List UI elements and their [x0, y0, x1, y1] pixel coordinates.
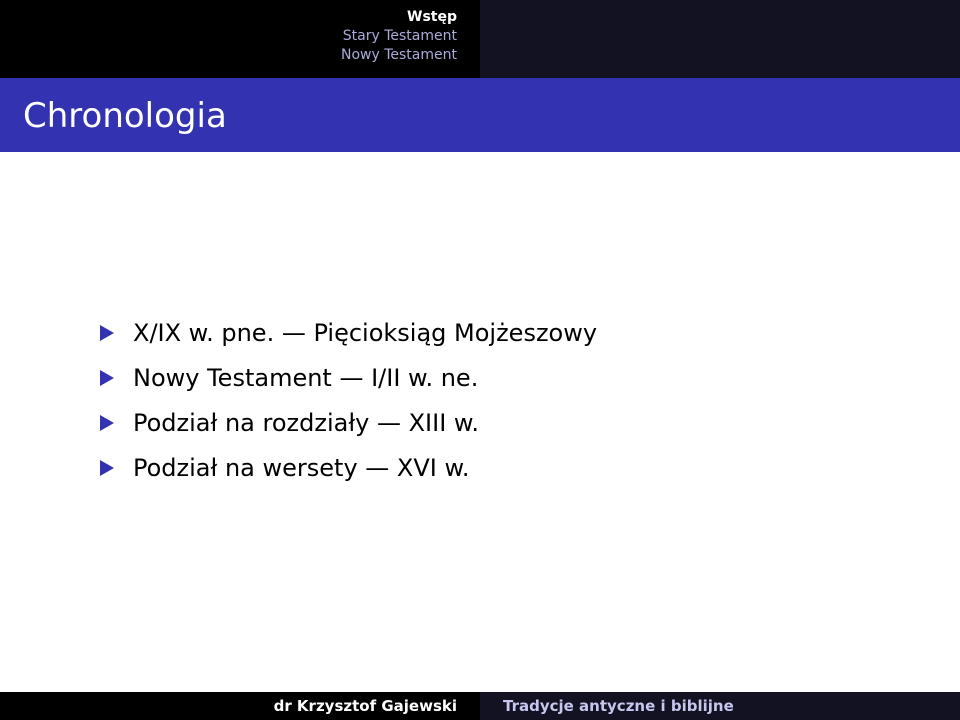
footline	[0, 692, 960, 720]
triangle-bullet-icon	[100, 460, 114, 476]
list-item	[100, 445, 920, 490]
list-item-text: Podział na wersety — XVI w.	[133, 453, 470, 482]
list-item	[100, 400, 920, 445]
triangle-bullet-icon	[100, 415, 114, 431]
nav-section-wstep[interactable]: Wstęp	[407, 9, 457, 25]
list-item	[100, 310, 920, 355]
section-navigation	[0, 0, 480, 78]
footer-course-box	[480, 692, 960, 720]
list-item-text: Nowy Testament — I/II w. ne.	[133, 363, 479, 392]
list-item-text: Podział na rozdziały — XIII w.	[133, 408, 479, 437]
frame-title: Chronologia	[23, 96, 227, 136]
triangle-bullet-icon	[100, 325, 114, 341]
triangle-bullet-icon	[100, 370, 114, 386]
list-item-text: X/IX w. pne. — Pięcioksiąg Mojżeszowy	[133, 318, 598, 347]
footer-author-box	[0, 692, 480, 720]
list-item	[100, 355, 920, 400]
footer-author: dr Krzysztof Gajewski	[273, 697, 457, 715]
nav-section-nowy-testament[interactable]: Nowy Testament	[341, 47, 457, 63]
headline-right-panel	[480, 0, 960, 78]
frame-title-bar	[0, 78, 960, 152]
footer-course: Tradycje antyczne i biblijne	[503, 697, 734, 715]
item-list	[100, 310, 920, 490]
headline-bar	[0, 0, 960, 78]
nav-section-stary-testament[interactable]: Stary Testament	[342, 28, 457, 44]
